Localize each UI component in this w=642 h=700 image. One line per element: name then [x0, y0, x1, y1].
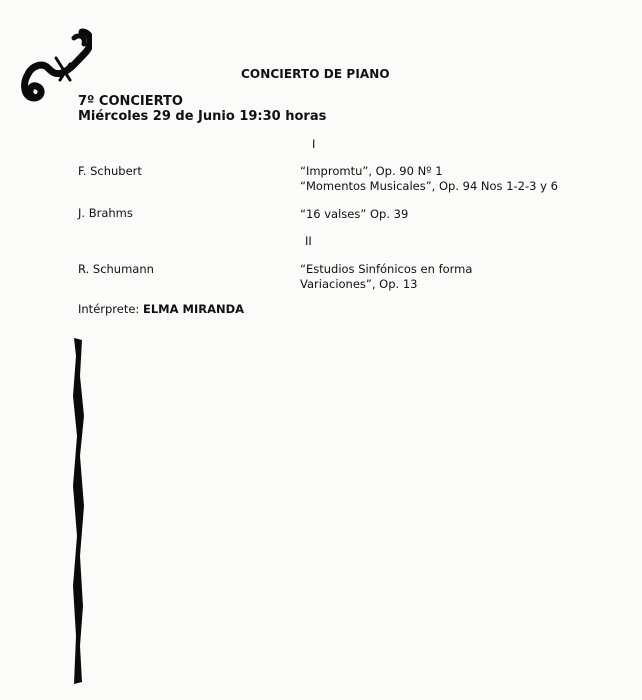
work-title: “Impromtu”, Op. 90 Nº 1 [300, 164, 443, 178]
concert-date-time: Miércoles 29 de Junio 19:30 horas [78, 109, 327, 124]
program-title: CONCIERTO DE PIANO [241, 67, 390, 81]
composer-name: R. Schumann [78, 262, 154, 276]
section-marker-2: II [305, 234, 312, 248]
work-list [300, 262, 472, 292]
vertical-bar-ornament-icon [68, 336, 90, 686]
work-title: “Estudios Sinfónicos en forma [300, 262, 473, 276]
work-list [300, 207, 408, 222]
composer-name: F. Schubert [78, 164, 142, 178]
performer-name: ELMA MIRANDA [142, 302, 245, 316]
concert-number: 7º CONCIERTO [78, 94, 183, 109]
performer-label: Intérprete: [78, 302, 140, 316]
section-marker-1: I [312, 137, 316, 151]
work-title: “16 valses” Op. 39 [300, 207, 409, 221]
work-title: “Momentos Musicales”, Op. 94 Nos 1-2-3 y 6 [300, 179, 558, 193]
work-title: Variaciones”, Op. 13 [300, 277, 418, 291]
composer-name: J. Brahms [78, 206, 133, 220]
work-list [300, 164, 558, 194]
performer-line [78, 302, 244, 316]
